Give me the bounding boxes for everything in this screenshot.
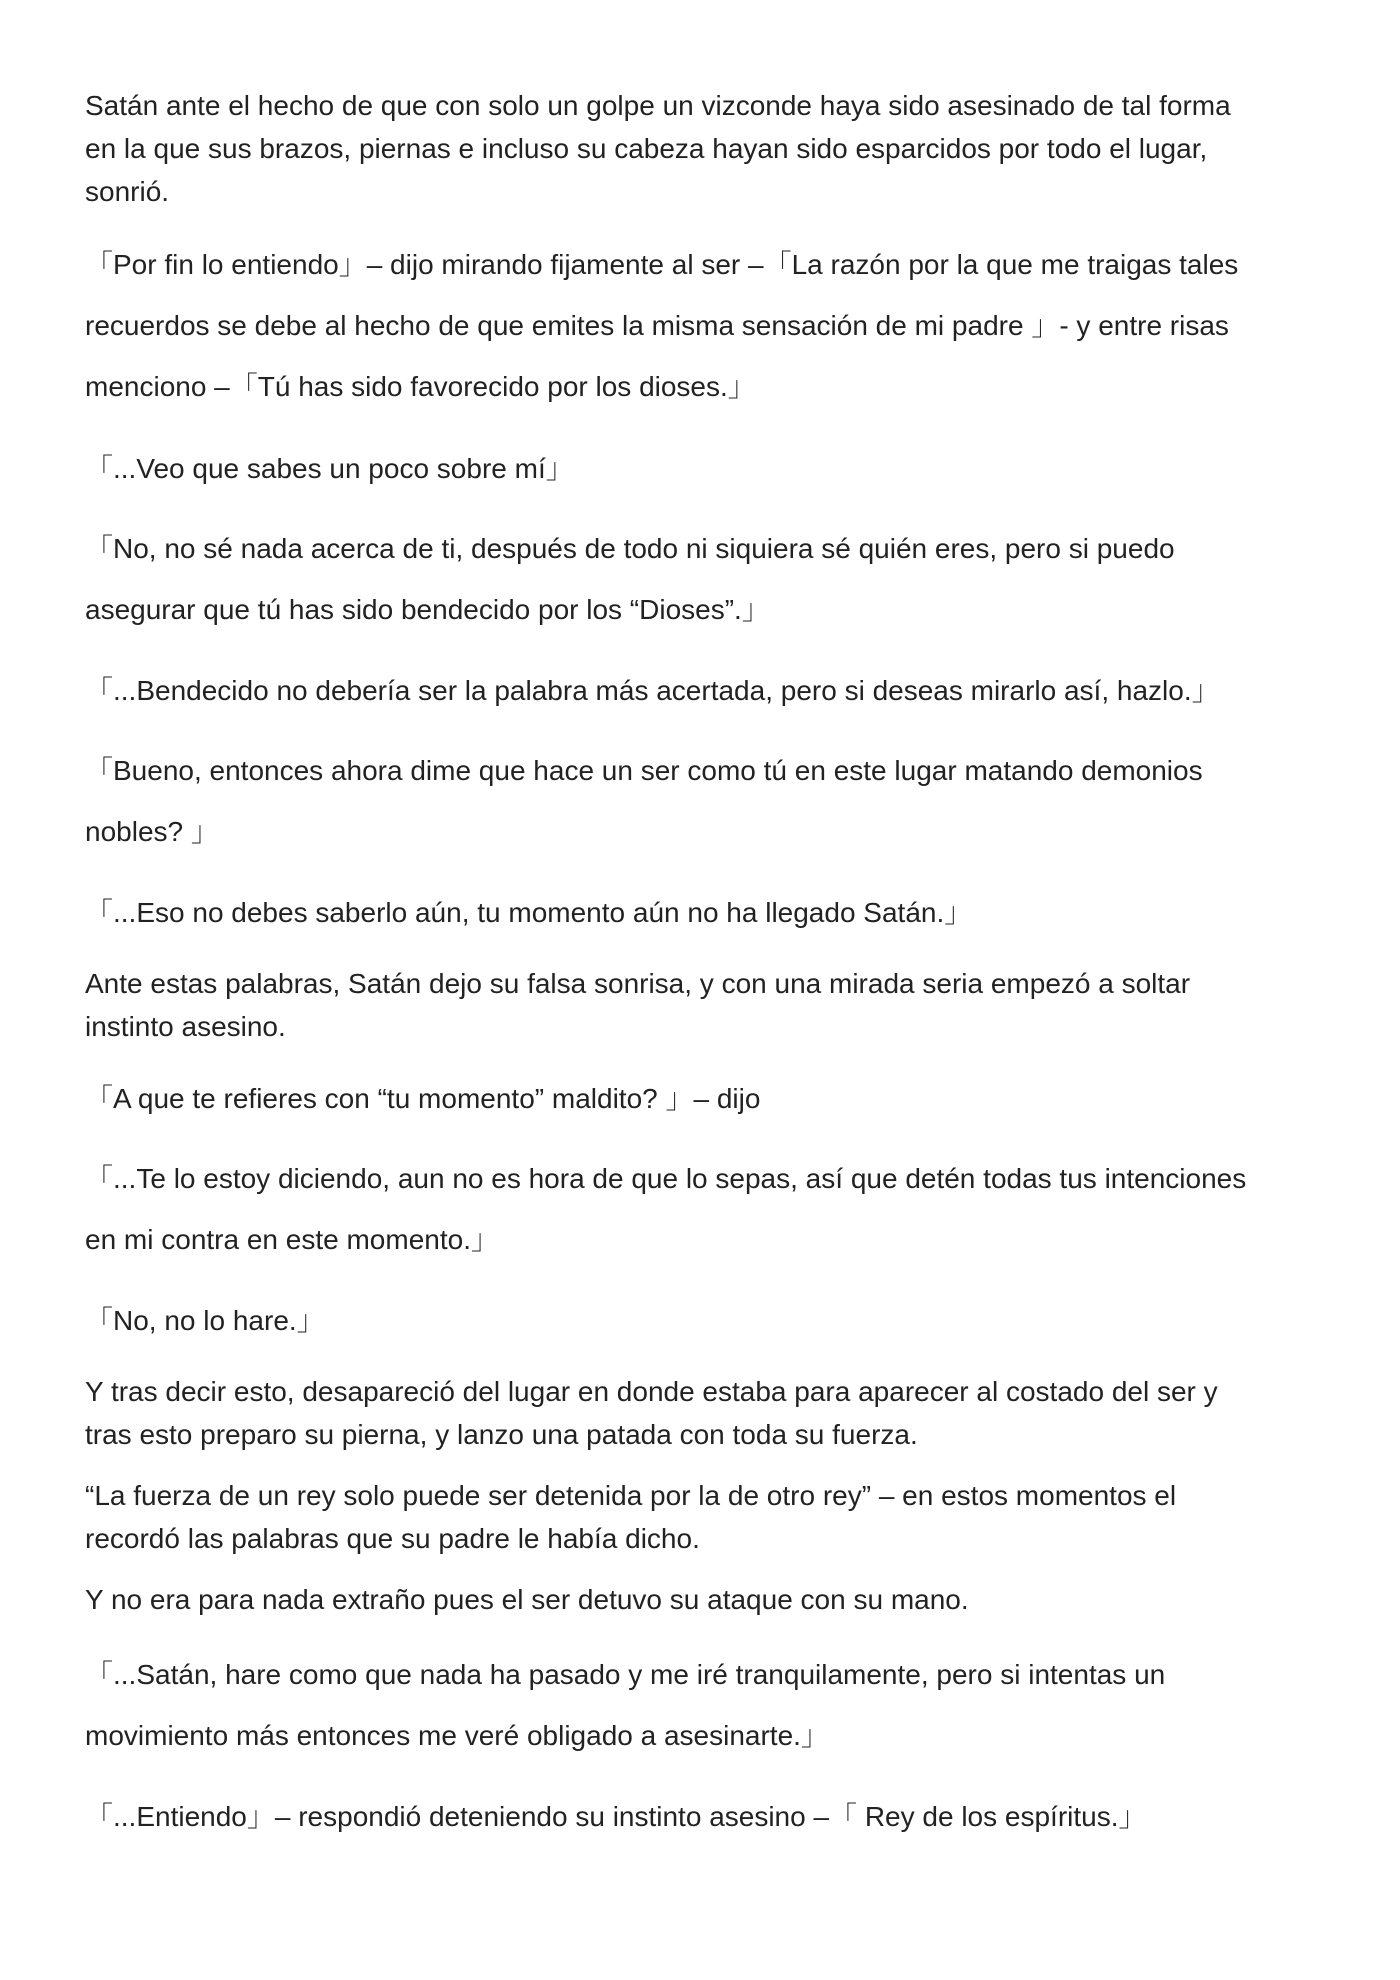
paragraph-narration-4 [85, 1474, 1335, 1560]
text-line: 「Bueno, entonces ahora dime que hace un ser como tú en este lugar matando demonios [85, 755, 1203, 786]
text-line: nobles? 」 [85, 816, 219, 847]
text-line: instinto asesino. [85, 1011, 286, 1042]
paragraph-narration-5 [85, 1578, 1335, 1621]
text-line: asegurar que tú has sido bendecido por los “Dioses”.」 [85, 594, 770, 625]
text-line: 「...Entiendo」– respondió deteniendo su instinto asesino –「 Rey de los espíritus.」 [85, 1801, 1147, 1832]
text-line: 「...Eso no debes saberlo aún, tu momento aún no ha llegado Satán.」 [85, 897, 973, 928]
text-line: 「...Satán, hare como que nada ha pasado y me iré tranquilamente, pero si intentas un [85, 1659, 1166, 1690]
text-line: movimiento más entonces me veré obligado a asesinarte.」 [85, 1720, 829, 1751]
text-line: en mi contra en este momento.」 [85, 1224, 499, 1255]
paragraph-dialogue-7 [85, 1068, 1335, 1129]
paragraph-dialogue-9 [85, 1290, 1335, 1351]
paragraph-dialogue-2 [85, 438, 1335, 499]
text-line: Y tras decir esto, desapareció del lugar en donde estaba para aparecer al costado del ser y [85, 1376, 1218, 1407]
text-line: tras esto preparo su pierna, y lanzo una patada con toda su fuerza. [85, 1419, 918, 1450]
text-line: “La fuerza de un rey solo puede ser detenida por la de otro rey” – en estos momentos el [85, 1480, 1177, 1511]
paragraph-dialogue-3 [85, 518, 1335, 640]
text-line: recuerdos se debe al hecho de que emites la misma sensación de mi padre 」- y entre risas [85, 310, 1229, 341]
text-line: 「Por fin lo entiendo」– dijo mirando fijamente al ser –「La razón por la que me traigas tales [85, 249, 1239, 280]
paragraph-dialogue-1 [85, 234, 1335, 417]
paragraph-narration-3 [85, 1370, 1335, 1456]
paragraph-dialogue-5 [85, 740, 1335, 862]
text-line: Satán ante el hecho de que con solo un golpe un vizconde haya sido asesinado de tal forma [85, 90, 1231, 121]
text-line: 「A que te refieres con “tu momento” maldito? 」– dijo [85, 1083, 761, 1114]
text-line: 「...Veo que sabes un poco sobre mí」 [85, 453, 574, 484]
paragraph-dialogue-6 [85, 882, 1335, 943]
paragraph-dialogue-11 [85, 1786, 1335, 1847]
text-line: 「...Bendecido no debería ser la palabra más acertada, pero si deseas mirarlo así, hazlo.」 [85, 675, 1220, 706]
text-line: Ante estas palabras, Satán dejo su falsa sonrisa, y con una mirada seria empezó a soltar [85, 968, 1191, 999]
text-line: 「No, no sé nada acerca de ti, después de todo ni siquiera sé quién eres, pero si puedo [85, 533, 1175, 564]
text-line: 「No, no lo hare.」 [85, 1305, 325, 1336]
text-line: recordó las palabras que su padre le había dicho. [85, 1523, 700, 1554]
paragraph-narration-2 [85, 962, 1335, 1048]
text-line: Y no era para nada extraño pues el ser detuvo su ataque con su mano. [85, 1584, 969, 1615]
paragraph-dialogue-8 [85, 1148, 1335, 1270]
text-line: en la que sus brazos, piernas e incluso su cabeza hayan sido esparcidos por todo el lugar, [85, 133, 1208, 164]
text-line: menciono –「Tú has sido favorecido por los dioses.」 [85, 371, 756, 402]
text-line: 「...Te lo estoy diciendo, aun no es hora de que lo sepas, así que detén todas tus intenciones [85, 1163, 1247, 1194]
paragraph-dialogue-10 [85, 1644, 1335, 1766]
paragraph-narration-1 [85, 84, 1335, 213]
paragraph-dialogue-4 [85, 660, 1335, 721]
text-line: sonrió. [85, 176, 170, 207]
